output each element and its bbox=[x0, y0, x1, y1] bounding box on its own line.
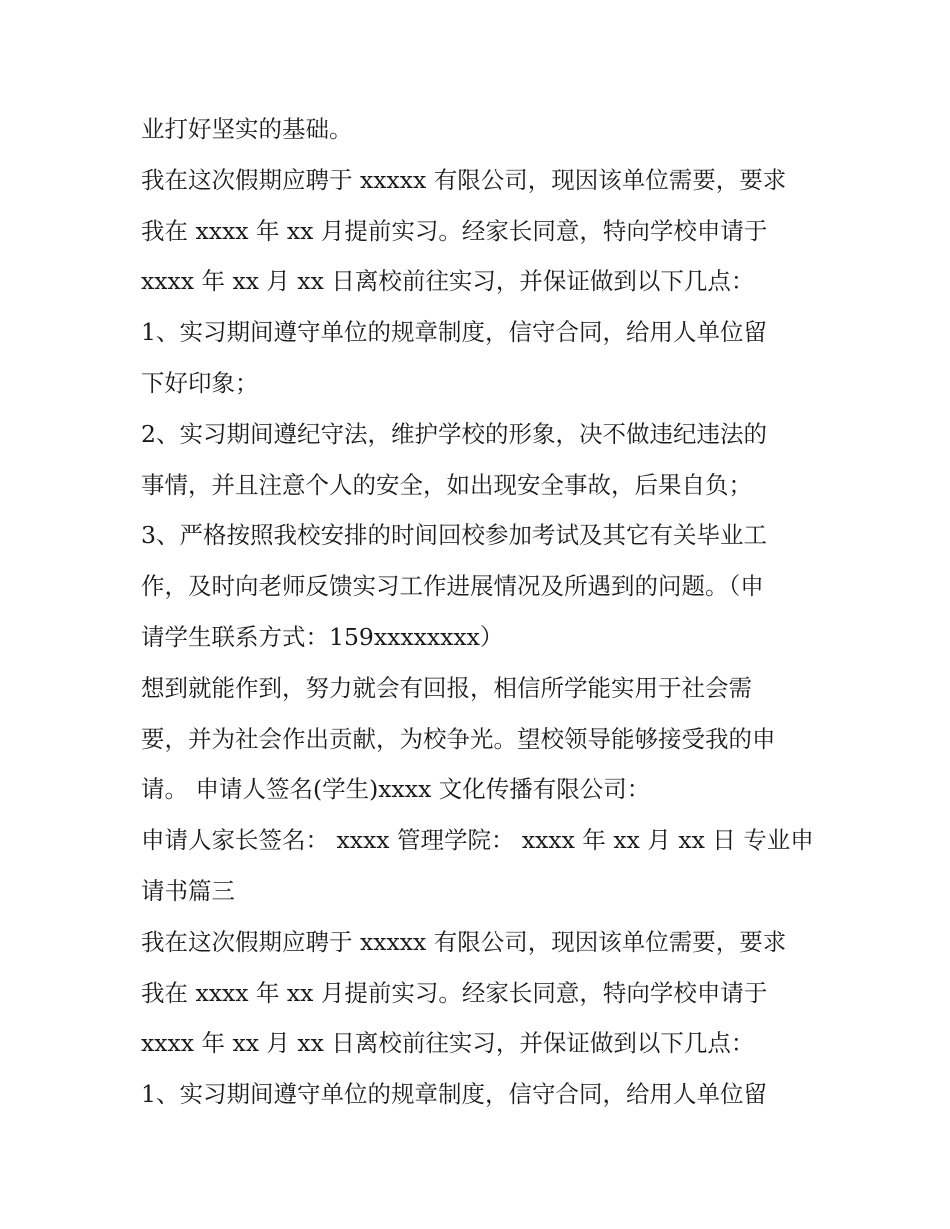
text-line: 我在 xxxx 年 xx 月提前实习。经家长同意，特向学校申请于 bbox=[141, 978, 768, 1007]
text-line: 我在 xxxx 年 xx 月提前实习。经家长同意，特向学校申请于 bbox=[141, 216, 768, 245]
text-line: 下好印象； bbox=[141, 368, 259, 397]
text-line: 请书篇三 bbox=[141, 876, 235, 905]
text-line: 1、实习期间遵守单位的规章制度，信守合同，给用人单位留 bbox=[141, 1080, 767, 1109]
text-line: 要，并为社会作出贡献，为校争光。望校领导能够接受我的申 bbox=[141, 724, 776, 753]
text-line: 3、严格按照我校安排的时间回校参加考试及其它有关毕业工 bbox=[141, 521, 767, 550]
text-line: 作，及时向老师反馈实习工作进展情况及所遇到的问题。（申 bbox=[141, 572, 764, 601]
text-line: 我在这次假期应聘于 xxxxx 有限公司，现因该单位需要，要求 bbox=[141, 927, 787, 956]
text-line: 申请人家长签名： xxxx 管理学院： xxxx 年 xx 月 xx 日 专业申 bbox=[141, 826, 814, 855]
text-line: 想到就能作到，努力就会有回报，相信所学能实用于社会需 bbox=[141, 673, 752, 702]
text-line: 请。 申请人签名(学生)xxxx 文化传播有限公司： bbox=[141, 775, 651, 804]
document-body bbox=[141, 104, 821, 1120]
text-line: 事情，并且注意个人的安全，如出现安全事故，后果自负； bbox=[141, 470, 752, 499]
text-line: 业打好坚实的基础。 bbox=[141, 115, 353, 143]
text-line: 请学生联系方式：159xxxxxxxx） bbox=[141, 622, 504, 651]
text-line: xxxx 年 xx 月 xx 日离校前往实习，并保证做到以下几点： bbox=[141, 1029, 755, 1058]
text-line: 1、实习期间遵守单位的规章制度，信守合同，给用人单位留 bbox=[141, 318, 767, 347]
text-line: 2、实习期间遵纪守法，维护学校的形象，决不做违纪违法的 bbox=[141, 419, 767, 448]
text-line: 我在这次假期应聘于 xxxxx 有限公司，现因该单位需要，要求 bbox=[141, 165, 787, 194]
text-line: xxxx 年 xx 月 xx 日离校前往实习，并保证做到以下几点： bbox=[141, 267, 755, 296]
